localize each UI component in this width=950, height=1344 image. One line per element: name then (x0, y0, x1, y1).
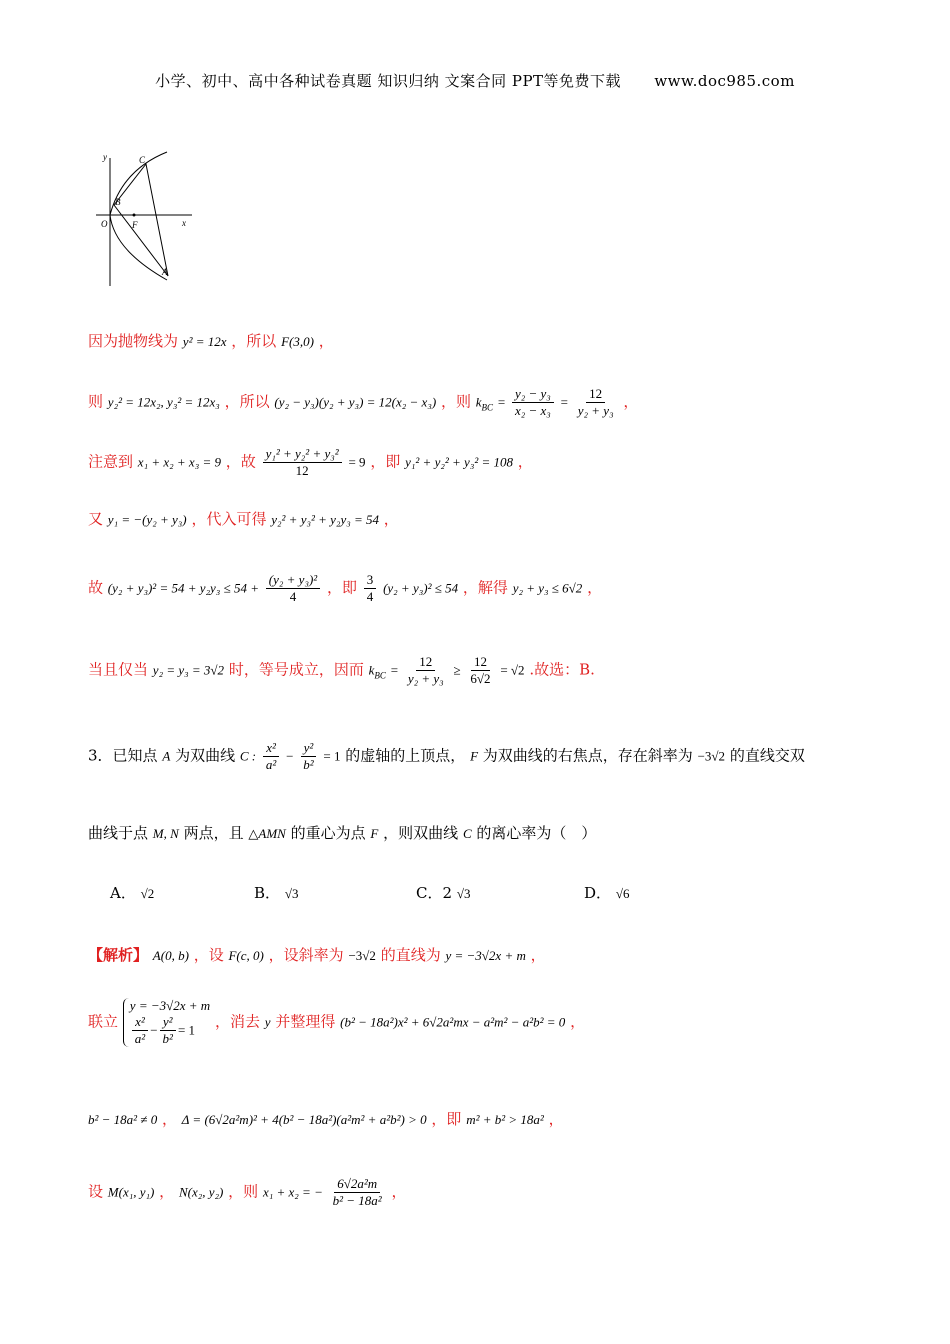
equation-system (123, 998, 210, 1047)
text: ，即 (431, 1110, 462, 1128)
analysis-tag: 【解析】 (88, 946, 149, 964)
option-c[interactable] (416, 882, 470, 903)
point-label: F (470, 748, 479, 764)
denominator: y₂ + y₃ (407, 671, 444, 686)
subscript: BC (374, 670, 386, 681)
text: ， (517, 452, 533, 471)
text: 因为抛物线为 (88, 332, 179, 350)
text: 的重心为点 (290, 824, 366, 842)
denominator: 4 (366, 589, 374, 604)
option-label: D． (584, 884, 612, 902)
text: ， (570, 1012, 586, 1031)
label-b: B (115, 197, 121, 207)
fraction (405, 654, 447, 687)
denominator: x₂ − x₃ (514, 403, 551, 418)
equation: = 9 (348, 454, 366, 470)
numerator: y₁² + y₂² + y₃² (263, 446, 342, 463)
analysis-line1 (88, 944, 546, 965)
numerator: 3 (364, 572, 377, 589)
numerator: 6√2a²m (334, 1176, 380, 1193)
focus-point (133, 214, 136, 217)
equation: (y₂ − y₃)(y₂ + y₃) = 12(x₂ − x₃) (274, 394, 437, 410)
text: 联立 (88, 1012, 119, 1031)
text: 的离心率为（ ） (476, 824, 597, 842)
equation: y₂ = y₃ = 3√2 (152, 662, 225, 678)
numerator: y² (301, 740, 317, 757)
equation: y₂² + y₃² + y₂y₃ = 54 (271, 512, 380, 527)
parabola-curve (110, 152, 167, 280)
operator: − (150, 1022, 158, 1038)
text: ，即 (370, 452, 401, 471)
text: 的虚轴的上顶点， (345, 746, 466, 765)
text: ，解得 (462, 578, 508, 597)
numerator: (y₂ + y₃)² (266, 572, 320, 589)
curve-label: C (462, 826, 472, 841)
analysis-line2 (88, 998, 585, 1047)
denominator: b² (303, 757, 314, 772)
equation: A(0, b) (152, 948, 189, 963)
analysis-line3 (88, 1108, 564, 1129)
text: ，则双曲线 (383, 824, 459, 842)
equation: (b² − 18a²)x² + 6√2a²mx − a²m² − a²b² = 0 (340, 1014, 566, 1030)
text: ， (318, 332, 334, 350)
text: ， (587, 578, 603, 597)
text: ，所以 (224, 392, 270, 411)
text: ， (530, 946, 546, 964)
variable: y (264, 1014, 271, 1030)
text: ，消去 (214, 1012, 260, 1031)
numerator: y₂ − y₃ (512, 386, 554, 403)
analysis-line4 (88, 1176, 407, 1209)
fraction (263, 446, 342, 479)
equation: N(x₂, y₂) (178, 1184, 224, 1200)
label-c: C (139, 155, 146, 165)
text: .故选：B. (529, 660, 595, 679)
parabola-figure (92, 150, 202, 290)
equation: b² − 18a² ≠ 0 (88, 1112, 158, 1127)
text: ，设斜率为 (268, 946, 344, 964)
triangle-label: △AMN (248, 826, 286, 841)
equation: (y₂ + y₃)² = 54 + y₂y₃ ≤ 54 + (107, 580, 259, 596)
text: ，设 (193, 946, 224, 964)
equation (130, 1014, 210, 1047)
fraction (330, 1176, 385, 1209)
text: ，则 (440, 392, 471, 411)
question-number: 3．已知点 (88, 746, 158, 765)
page-header (0, 70, 950, 91)
numerator: 12 (416, 654, 435, 671)
text: ，即 (326, 578, 357, 597)
equation: M(x₁, y₁) (107, 1184, 155, 1200)
text: ，故 (225, 452, 256, 471)
text: ，代入可得 (191, 510, 267, 528)
option-value: √3 (284, 886, 299, 901)
q3-line1 (88, 740, 805, 773)
equation: F(3,0) (281, 334, 314, 349)
equation: (y₂ + y₃)² ≤ 54 (383, 580, 459, 596)
header-text: 小学、初中、高中各种试卷真题 知识归纳 文案合同 PPT等免费下载 (155, 72, 622, 90)
sol2-line6: 当且仅当 y₂ = y₃ = 3√2 时，等号成立，因而 $k_{BC}$ = $\frac{12}{\text{y₂ + y₃}}$ ≥ $\frac{12}{6√2}$ = √2 .故选：B. (88, 654, 595, 686)
equation: m² + b² > 18a² (466, 1112, 544, 1127)
sol2-line2: 则 y₂² = 12x₂, y₃² = 12x₃ ，所以 (y₂ − y₃)(y₂ + y₃) = 12(x₂ − x₃) ，则 $k_{BC}$ = $\frac{\text{y₂ − y₃}}{\text{x₂ − x₃}}$ = $\frac{12}{\text{y₂ + y₃}}$ ， (88, 386, 639, 418)
label-f: F (132, 220, 138, 230)
fraction (512, 386, 554, 419)
fraction (575, 386, 617, 419)
point-label: F (370, 826, 379, 841)
equation: y = −3√2x + m (445, 948, 526, 963)
sol2-line4 (88, 508, 399, 529)
equation: = 1 (177, 1022, 196, 1038)
header-site: www.doc985.com (654, 72, 795, 90)
sol2-line3 (88, 446, 533, 479)
text: 当且仅当 (88, 660, 149, 679)
numerator: 12 (586, 386, 605, 403)
text: 设 (88, 1182, 104, 1201)
text: 故 (88, 578, 104, 597)
point-label: A (162, 748, 171, 764)
text: 两点，且 (183, 824, 244, 842)
text: 为双曲线 (175, 746, 236, 765)
text: 为双曲线的右焦点，存在斜率为 (482, 746, 693, 765)
fraction (160, 1014, 176, 1047)
triangle-abc (114, 164, 168, 276)
label-x: x (182, 218, 186, 228)
option-label: A． (110, 884, 136, 902)
option-label: C．2 (416, 884, 453, 902)
equation: k (368, 662, 375, 678)
denominator: a² (265, 757, 277, 772)
subscript: BC (481, 402, 494, 413)
denominator: 6√2 (470, 671, 491, 686)
equation: = √2 (500, 662, 525, 678)
operator: − (286, 748, 294, 764)
text: ， (383, 510, 399, 528)
option-value: √3 (456, 886, 471, 901)
denominator: y₂ + y₃ (577, 403, 614, 418)
equation: y₁² + y₂² + y₃² = 108 (405, 454, 514, 470)
option-value: √6 (615, 886, 630, 901)
numerator: 12 (471, 654, 490, 671)
text: 又 (88, 510, 104, 528)
text: 并整理得 (275, 1012, 336, 1031)
sol2-line5 (88, 572, 602, 605)
option-a[interactable] (110, 882, 154, 903)
numerator: x² (263, 740, 279, 757)
slope-value: −3√2 (348, 948, 376, 963)
text: 时，等号成立，因而 (228, 660, 364, 679)
equation: y² = 12x (182, 334, 227, 349)
equation: y₂ + y₃ ≤ 6√2 (512, 580, 583, 596)
fraction (467, 654, 493, 687)
numerator: x² (132, 1014, 148, 1031)
numerator: y² (160, 1014, 176, 1031)
fraction (266, 572, 320, 605)
text: 注意到 (88, 452, 134, 471)
text: ，则 (228, 1182, 259, 1201)
slope-value: −3√2 (697, 748, 726, 764)
equation: y = −3√2x + m (129, 998, 211, 1013)
text: 的直线交双 (729, 746, 805, 765)
denominator: 4 (289, 589, 297, 604)
fraction (132, 1014, 148, 1047)
fraction (364, 572, 377, 605)
fraction (300, 740, 316, 773)
text: ， (548, 1110, 564, 1128)
text: ， (623, 392, 639, 411)
text: 曲线于点 (88, 824, 149, 842)
equation: = 1 (323, 748, 341, 764)
sol2-line1 (88, 330, 334, 351)
denominator: b² (162, 1031, 173, 1046)
operator: ≥ (453, 662, 461, 678)
curve-label: C : (239, 748, 257, 764)
option-d[interactable] (584, 882, 629, 903)
equation: k (475, 394, 482, 410)
equation: y₂² = 12x₂, y₃² = 12x₃ (107, 394, 220, 410)
text: ，所以 (231, 332, 277, 350)
equation: y₁ = −(y₂ + y₃) (107, 512, 187, 527)
q3-line2 (88, 822, 596, 843)
label-a: A (162, 267, 168, 277)
label-o: O (101, 219, 108, 229)
equation: x₁ + x₂ + x₃ = 9 (137, 454, 221, 470)
text: ， (161, 1110, 177, 1128)
equation: Δ = (6√2a²m)² + 4(b² − 18a²)(a²m² + a²b²) > 0 (181, 1112, 427, 1127)
text: 则 (88, 392, 104, 411)
option-value: √2 (140, 886, 155, 901)
text: ， (391, 1182, 407, 1201)
fraction (263, 740, 279, 773)
text: ， (159, 1182, 175, 1201)
denominator: 12 (295, 463, 309, 478)
denominator: a² (134, 1031, 146, 1046)
text: 的直线为 (380, 946, 441, 964)
label-y: y (103, 152, 107, 162)
point-labels: M, N (152, 826, 179, 841)
equation: x₁ + x₂ = − (262, 1184, 323, 1200)
option-b[interactable] (254, 882, 298, 903)
denominator: b² − 18a² (332, 1193, 382, 1208)
equation: F(c, 0) (228, 948, 264, 963)
option-label: B． (254, 884, 281, 902)
